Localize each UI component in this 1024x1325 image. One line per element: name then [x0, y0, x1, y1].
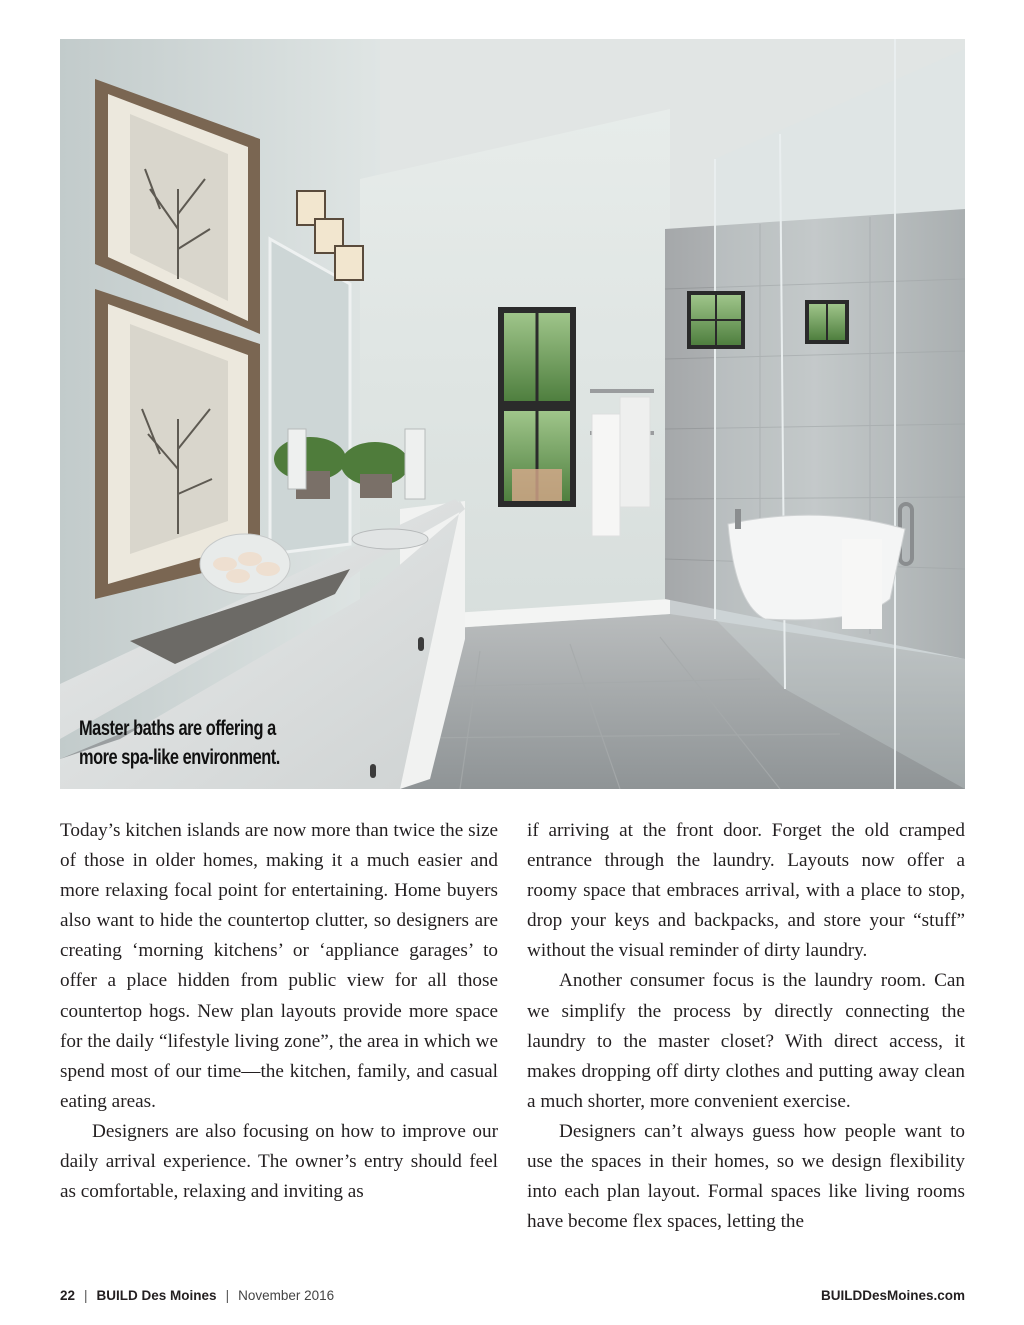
paragraph: Another consumer focus is the laundry room. Can we simplify the process by directly connecting the laundry to the master closet? With direct access, it makes dropping off dirty clothes and putting away clean a much shorter, more convenient exercise.	[527, 970, 965, 1112]
bathroom-photo	[60, 39, 965, 789]
article-column-right	[527, 816, 965, 1237]
paragraph: Today’s kitchen islands are now more than twice the size of those in older homes, making it a much easier and more relaxing focal point for entertaining. Home buyers also want to hide the countertop clutter, so designers are creating ‘morning kitchens’ or ‘appliance garages’ to offer a place hidden from public view for all those countertop hogs. New plan layouts provide more space for the daily “lifestyle living zone”, the area in which we spend most of our time—the kitchen, family, and casual eating areas.	[60, 820, 498, 1112]
page-footer	[60, 1288, 965, 1303]
footer-separator: |	[225, 1288, 230, 1303]
caption-line-1: Master baths are offering a	[79, 717, 276, 740]
footer-separator: |	[84, 1288, 88, 1303]
issue-date: November 2016	[238, 1288, 335, 1303]
publication-name: BUILD Des Moines	[96, 1288, 217, 1303]
article-column-left	[60, 816, 498, 1207]
paragraph: if arriving at the front door. Forget the old cramped entrance through the laundry. Layouts now offer a roomy space that embraces arrival, with a place to stop, drop your keys and backpacks, and store your “stuff” without the visual reminder of dirty laundry.	[527, 820, 965, 962]
page-number: 22	[60, 1288, 76, 1303]
paragraph: Designers are also focusing on how to improve our daily arrival experience. The owner’s entry should feel as comfortable, relaxing and inviting as	[60, 1120, 498, 1203]
footer-left	[60, 1288, 334, 1303]
caption-line-2: more spa-like environment.	[79, 746, 280, 769]
paragraph: Designers can’t always guess how people want to use the spaces in their homes, so we design flexibility into each plan layout. Formal spaces like living rooms have become flex spaces, letting the	[527, 1120, 965, 1233]
photo-caption	[79, 714, 280, 772]
bathroom-illustration	[60, 39, 965, 789]
website-link[interactable]: BUILDDesMoines.com	[820, 1288, 965, 1303]
